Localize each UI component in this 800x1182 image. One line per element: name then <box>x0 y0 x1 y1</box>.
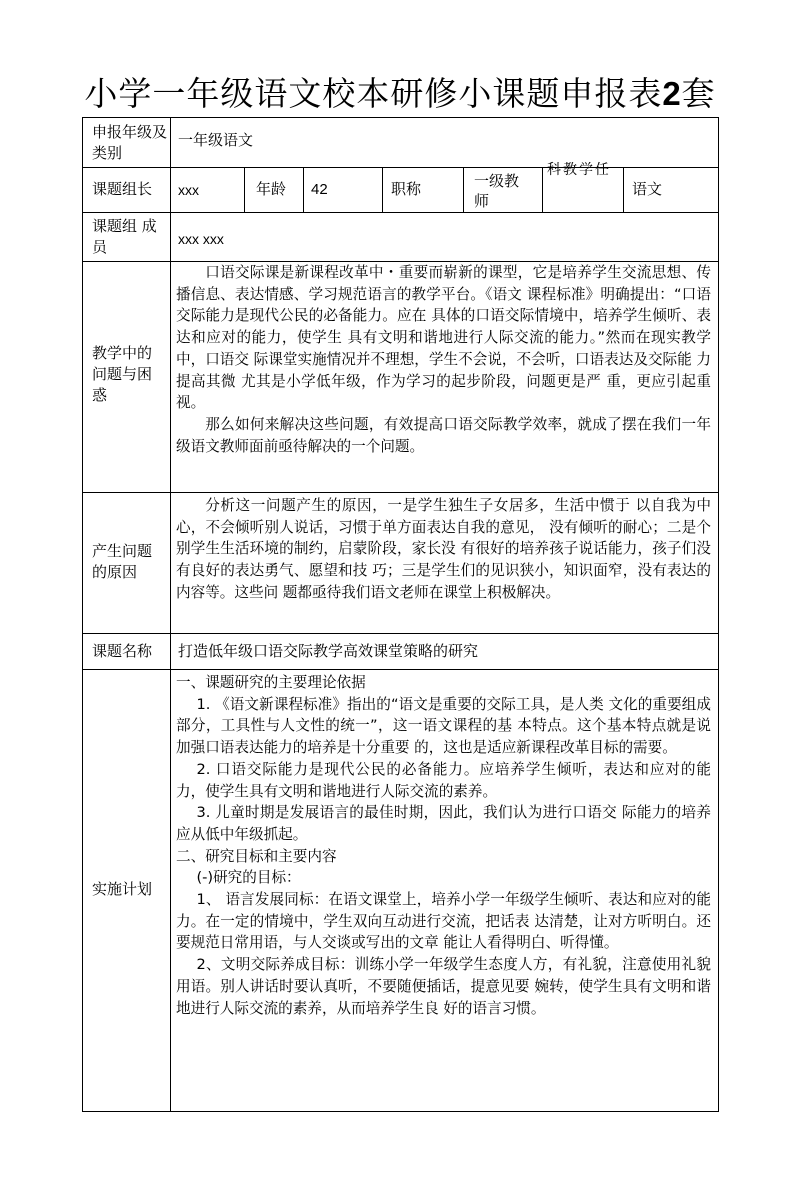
plan-heading: 二、研究目标和主要内容 <box>176 847 337 865</box>
cell-divider <box>542 167 543 212</box>
table-border-top <box>82 117 719 118</box>
page-title <box>0 68 800 115</box>
members-value: xxx xxx <box>178 231 224 247</box>
plan-content <box>176 672 711 1019</box>
age-label: 年龄 <box>256 180 287 198</box>
grade-category-value: 一年级语文 <box>178 131 254 149</box>
causes-label: 产生问题的原因 <box>92 542 153 581</box>
subject-teacher-label: 科教学任 <box>547 162 611 178</box>
problems-paragraph: 口语交际课是新课程改革中・重要而崭新的课型，它是培养学生交流思想、传播信息、表达情感、学习规范语言的教学平台。《语文 课程标准》明确提出：“口语交际能力是现代公民的必备能力。应在 具体的口语交际情境中，培养学生倾听、表达和应对的能力，使学生 具有文明和谐地进行人际交流的能力。”然而在现实教学中，口语交 际课堂实施情况并不理想，学生不会说，不会听，口语表达及交际能 力提高其微 尤其是小学低年级，作为学习的起步阶段，问题更是严 重，更应引起重视。 <box>176 264 711 412</box>
problems-content <box>176 262 711 457</box>
label-column-divider <box>170 117 171 1112</box>
row-divider <box>82 633 719 634</box>
plan-label: 实施计划 <box>92 880 153 898</box>
title-suffix: 套 <box>681 74 716 113</box>
rank-value: 一级教师 <box>474 172 520 210</box>
title-text: 小学一年级语文校本研修小课题申报表 <box>84 74 663 113</box>
plan-subheading: (-)研究的目标： <box>196 869 301 887</box>
topic-name-label: 课题名称 <box>92 642 153 660</box>
plan-paragraph: 1. 《语文新课程标准》指出的“语文是重要的交际工具，是人类 文化的重要组成部分，工具性与人文性的统一”，这一语文课程的基 本特点。这个基本特点就是说加强口语表达能力的培养是十分重要 的，这也是适应新课程改革目标的需要。 <box>176 695 711 757</box>
plan-paragraph: 3. 儿童时期是发展语言的最佳时期，因此，我们认为进行口语交 际能力的培养应从低中年级抓起。 <box>176 804 711 843</box>
plan-paragraph: 2. 口语交际能力是现代公民的必备能力。应培养学生倾听，表达和应对的能力，使学生具有文明和谐地进行人际交流的素养。 <box>176 760 711 800</box>
causes-paragraph: 分析这一问题产生的原因，一是学生独生子女居多，生活中惯于 以自我为中心，不会倾听别人说话，习惯于单方面表达自我的意见， 没有倾听的耐心；二是个别学生生活环境的制约，启蒙阶段，家长没 有很好的培养孩子说话能力，孩子们没有良好的表达勇气、愿望和技 巧；三是学生们的见识狭小，知识面窄，没有表达的内容等。这些问 题都亟待我们语文老师在课堂上积极解决。 <box>176 497 711 601</box>
plan-paragraph: 1、 语言发展同标：在语文课堂上，培养小学一年级学生倾听、表达和应对的能力。在一定的情境中，学生双向互动进行交流，把话表 达清楚，让对方听明白。还要规范日常用语，与人交谈或写出的文章 能让人看得明白、听得懂。 <box>176 891 711 952</box>
causes-content <box>176 495 711 604</box>
problems-label: 教学中的问题与困惑 <box>92 344 153 404</box>
row-divider <box>82 669 719 670</box>
leader-label: 课题组长 <box>92 180 153 198</box>
cell-divider <box>382 167 383 212</box>
row-divider <box>82 212 719 213</box>
cell-divider <box>623 167 624 212</box>
members-label: 课题组 成员 <box>92 217 157 256</box>
age-value: 42 <box>311 181 328 198</box>
plan-heading: 一、课题研究的主要理论依据 <box>176 674 366 691</box>
plan-paragraph: 2、文明交际养成目标：训练小学一年级学生态度人方，有礼貌，注意使用礼貌用语。别人讲话时要认真听，不要随便插话，提意见要 婉转，使学生具有文明和谐地进行人际交流的素养，从而培养学生良 好的语言习惯。 <box>176 956 711 1017</box>
table-border-left <box>82 117 83 1112</box>
subject-value: 语文 <box>632 180 663 198</box>
cell-divider <box>244 167 245 212</box>
application-form-table <box>82 117 719 1112</box>
cell-divider <box>463 167 464 212</box>
leader-value: xxx <box>178 182 199 198</box>
row-divider <box>82 492 719 493</box>
cell-divider <box>303 167 304 212</box>
problems-paragraph: 那么如何来解决这些问题，有效提高口语交际教学效率，就成了摆在我们一年级语文教师面前亟待解决的一个问题。 <box>176 415 711 455</box>
table-border-bottom <box>82 1111 719 1112</box>
topic-name-value: 打造低年级口语交际教学高效课堂策略的研究 <box>178 642 479 660</box>
rank-label: 职称 <box>391 180 422 198</box>
table-border-right <box>718 117 719 1112</box>
title-number: 2 <box>662 75 682 112</box>
grade-category-label: 申报年级及类别 <box>92 123 168 162</box>
